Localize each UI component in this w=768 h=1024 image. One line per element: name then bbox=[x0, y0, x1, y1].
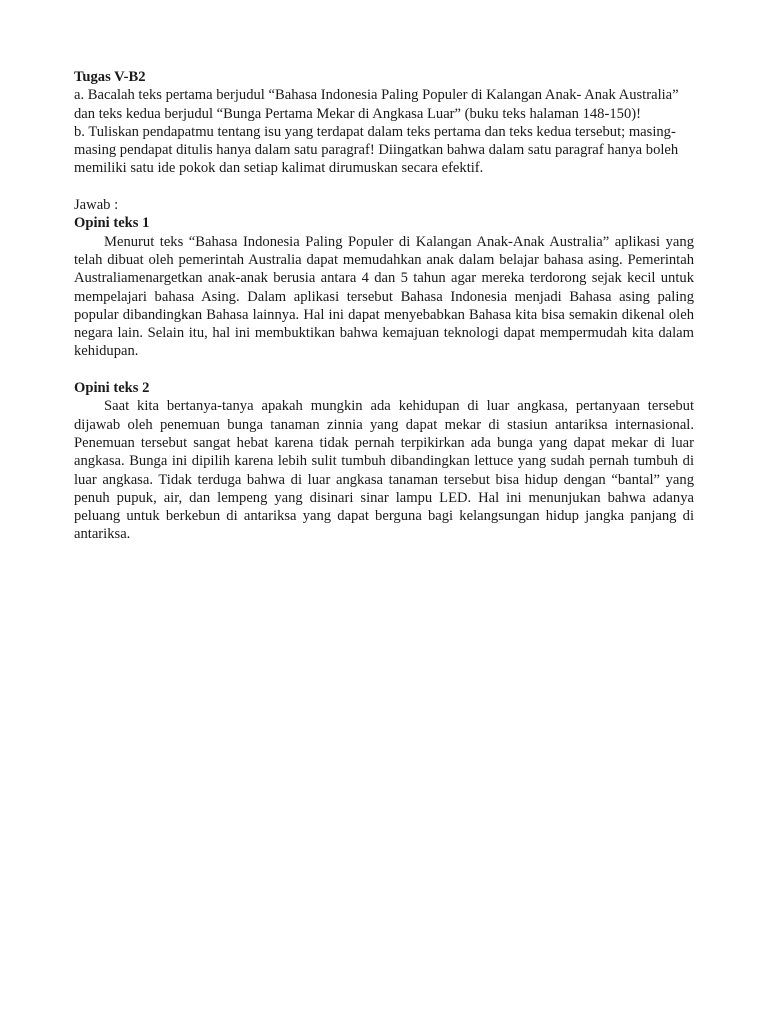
document-page bbox=[74, 68, 694, 544]
section-heading: Opini teks 1 bbox=[74, 215, 150, 232]
section-body: Menurut teks “Bahasa Indonesia Paling Populer di Kalangan Anak-Anak Australia” aplikasi yang telah dibuat oleh pemerintah Australia dapat memudahkan anak dalam belajar bahasa asing. Pemerintah Australiamenargetkan anak-anak berusia antara 4 dan 5 tahun agar mereka terdorong sejak kecil untuk mempelajari bahasa Asing. Dalam aplikasi tersebut Bahasa Indonesia menjadi Bahasa asing paling popular dibandingkan Bahasa lainnya. Hal ini dapat menyebabkan Bahasa kita bisa semakin dikenal oleh negara lain. Selain itu, hal ini membuktikan bahwa kemajuan teknologi dapat mempermudah kita dalam kehidupan. bbox=[74, 233, 694, 360]
instruction-a: a. Bacalah teks pertama berjudul “Bahasa Indonesia Paling Populer di Kalangan Anak- Anak Australia” dan teks kedua berjudul “Bunga Pertama Mekar di Angkasa Luar” (buku teks halaman 148-150)! bbox=[74, 87, 679, 122]
section-heading: Opini teks 2 bbox=[74, 380, 150, 397]
answer-label: Jawab : bbox=[74, 197, 119, 214]
section-body: Saat kita bertanya-tanya apakah mungkin ada kehidupan di luar angkasa, pertanyaan tersebut dijawab oleh penemuan bunga tanaman zinnia yang dapat mekar di stasiun antariksa internasional. Penemuan tersebut sangat hebat karena tidak pernah terpikirkan ada bunga yang dapat mekar di luar angkasa. Bunga ini dipilih karena lebih sulit tumbuh dibandingkan lettuce yang sudah pernah tumbuh di luar angkasa. Tidak terduga bahwa di luar angkasa tanaman tersebut bisa hidup dengan “bantal” yang penuh pupuk, air, dan lempeng yang disinari sinar lampu LED. Hal ini menunjukan bahwa adanya peluang untuk berkebun di antariksa yang dapat berguna bagi kelangsungan hidup jangka panjang di antariksa. bbox=[74, 398, 694, 543]
document-title: Tugas V-B2 bbox=[74, 69, 146, 85]
blank-line bbox=[74, 178, 694, 196]
instruction-b: b. Tuliskan pendapatmu tentang isu yang terdapat dalam teks pertama dan teks kedua tersebut; masing-masing pendapat ditulis hanya dalam satu paragraf! Diingatkan bahwa dalam satu paragraf hanya boleh memiliki satu ide pokok dan setiap kalimat dirumuskan secara efektif. bbox=[74, 123, 679, 177]
opinion-section-2 bbox=[74, 379, 694, 544]
blank-line bbox=[74, 361, 694, 379]
opinion-section-1 bbox=[74, 214, 694, 360]
